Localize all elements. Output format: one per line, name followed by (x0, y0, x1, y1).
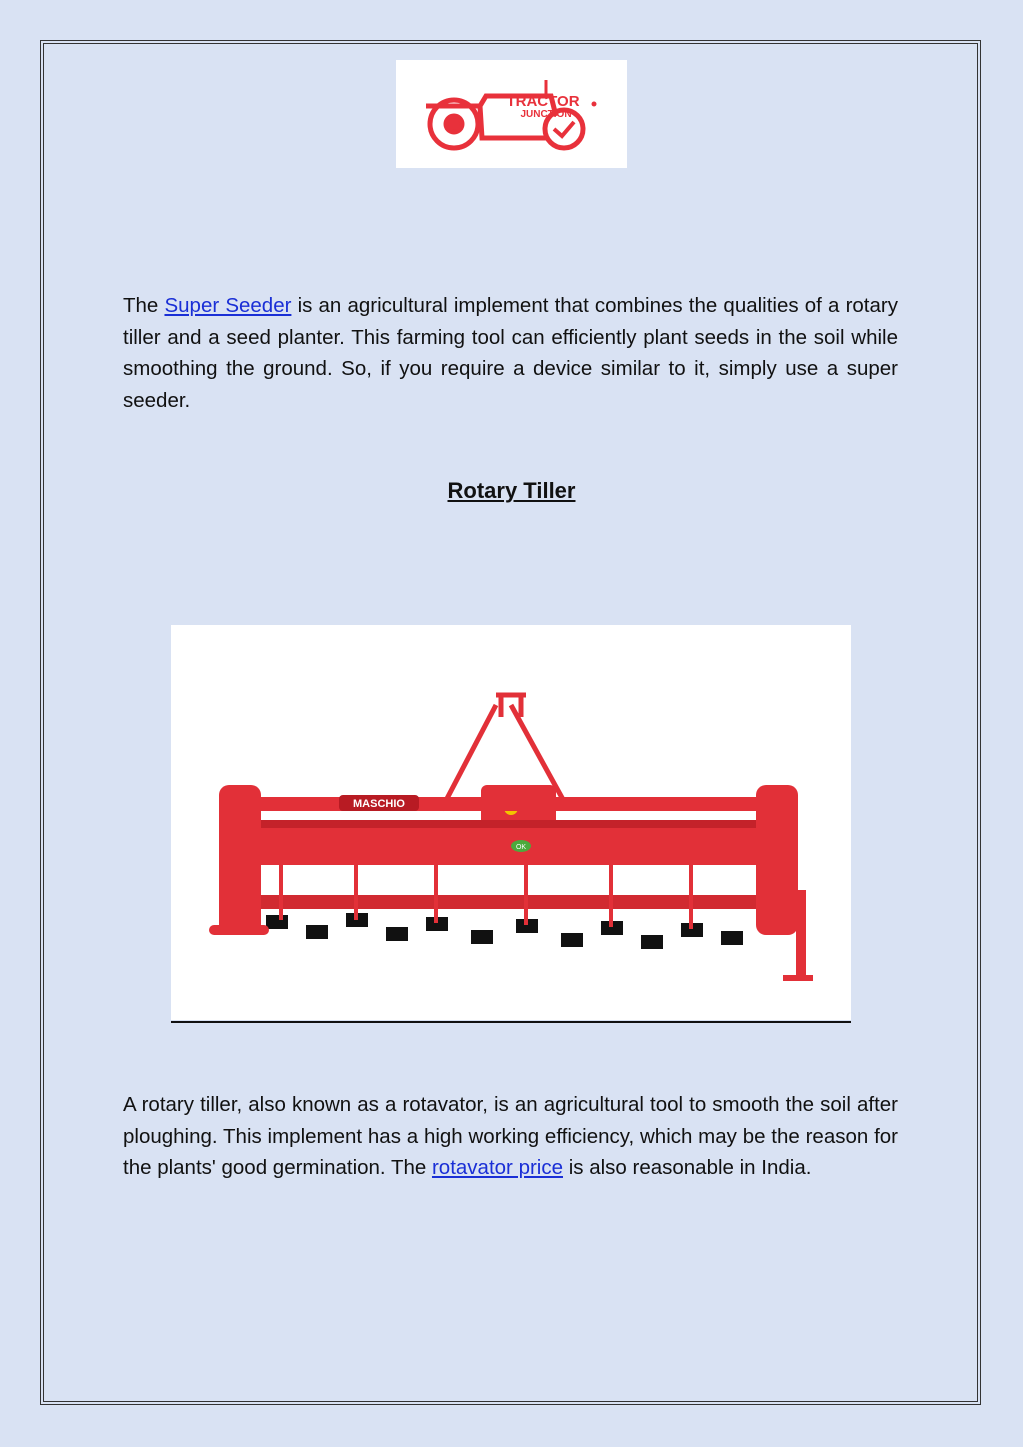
rotavator-price-link[interactable]: rotavator price (431, 1156, 563, 1179)
rotary-tiller-image (171, 625, 851, 1020)
intro-text-end: is an agricultural implement that combines the qualities of a rotary tiller and a seed planter. This farming tool can efficiently plant seeds in the soil while smoothing the ground. So, if you require a device similar to it, simply use a super seeder. (123, 294, 898, 412)
ok-badge: OK (515, 844, 527, 851)
intro-paragraph (123, 290, 898, 416)
logo-line2: JUNCTION (520, 109, 572, 120)
tractor-junction-logo (396, 60, 627, 168)
super-seeder-link[interactable]: Super Seeder (164, 294, 292, 317)
image-underline (171, 1021, 851, 1023)
section-heading (0, 478, 1023, 504)
brand-label: MASCHIO (353, 798, 405, 810)
body-text-end: is also reasonable in India. (563, 1156, 812, 1179)
intro-text-start: The (123, 294, 165, 317)
heading-text: Rotary Tiller (447, 478, 576, 503)
logo-line1: TRACTOR (506, 93, 580, 110)
body-text-start: A rotary tiller, also known as a rotavator, is an agricultural tool to smooth the soil after ploughing. This implement has a high working efficiency, which may be the reason for the plants' good germination. The (123, 1093, 898, 1179)
rotary-tiller-paragraph (123, 1089, 898, 1184)
